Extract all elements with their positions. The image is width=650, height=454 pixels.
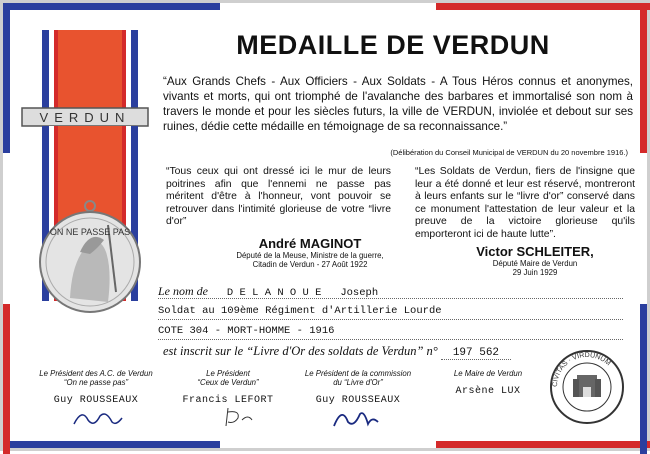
verdun-seal-stamp xyxy=(549,349,625,425)
tricolor-border-left xyxy=(3,3,10,454)
signer-role-sub: “On ne passe pas” xyxy=(63,378,129,387)
tricolor-border-top xyxy=(3,3,650,10)
battle-place: COTE 304 - MORT-HOMME - 1916 xyxy=(158,325,335,337)
signer-role-sub: “Ceux de Verdun” xyxy=(197,378,259,387)
schleiter-date: 29 Juin 1929 xyxy=(512,268,558,277)
unit-dotted-line xyxy=(158,319,623,320)
place-dotted-line xyxy=(158,339,623,340)
name-row xyxy=(158,284,378,299)
name-dotted-line xyxy=(158,298,623,299)
handwritten-signature xyxy=(328,406,388,430)
handwritten-signature xyxy=(198,406,258,430)
registry-number: 197 562 xyxy=(441,347,511,360)
signature-block-3 xyxy=(293,369,423,435)
soldier-unit: Soldat au 109ème Régiment d'Artillerie Lourde xyxy=(158,305,442,317)
le-nom-label: Le nom de xyxy=(158,284,208,298)
signer-role-sub: du “Livre d'Or” xyxy=(333,378,383,387)
schleiter-name: Victor SCHLEITER, xyxy=(476,244,594,259)
signature-block-1 xyxy=(31,369,161,435)
signature-block-2 xyxy=(168,369,288,435)
signer-name: Guy ROUSSEAUX xyxy=(53,395,139,406)
maginot-title: Député de la Meuse, Ministre de la guerre, xyxy=(236,251,384,260)
certificate-title: MEDAILLE DE VERDUN xyxy=(236,30,550,60)
medal-motto: ON NE PASSE PAS xyxy=(49,227,131,237)
tricolor-border-bottom xyxy=(3,441,650,448)
soldier-name: D E L A N O U E Joseph xyxy=(226,287,379,299)
signer-name: Arsène LUX xyxy=(455,386,521,397)
medal-bar-text: VERDUN xyxy=(39,110,131,125)
schleiter-quote: “Les Soldats de Verdun, fiers de l'insigne que leur a été donné et leur est réservé, montreront à leurs enfants sur le “livre d'or” conservé dans ce monument l'attestation de leur valeur et la preuve de la victoire glorieuse qu'ils emporteront ici de haute lutte”. xyxy=(415,166,635,240)
signer-role: Le Maire de Verdun xyxy=(453,369,523,378)
tricolor-border-right xyxy=(640,3,647,454)
signer-name: Guy ROUSSEAUX xyxy=(315,395,401,406)
signer-role: Le Président xyxy=(206,369,250,378)
schleiter-title: Député Maire de Verdun xyxy=(492,259,578,268)
signer-role: Le Président de la commission xyxy=(304,369,412,378)
signer-name: Francis LEFORT xyxy=(182,395,274,406)
maginot-quote: “Tous ceux qui ont dressé ici le mur de leurs poitrines afin que l'ennemi ne passe pas méritent d'être à l'honneur, vont pouvoir se retrouver dans l'intimité glorieuse de votre “livre d'or” xyxy=(166,166,391,228)
maginot-name: André MAGINOT xyxy=(258,236,362,251)
place-row xyxy=(158,325,334,337)
signature-block-4 xyxy=(433,369,543,397)
signer-role: Le Président des A.C. de Verdun xyxy=(39,369,153,378)
inscription-line xyxy=(163,344,511,360)
unit-row xyxy=(158,305,442,317)
deliberation-note: (Délibération du Conseil Municipal de VERDUN du 20 novembre 1916.) xyxy=(390,148,628,157)
seal-legend: CIVITAS · VIRDUNUM xyxy=(551,351,612,388)
handwritten-signature xyxy=(66,406,126,430)
inscrit-label: est inscrit sur le “Livre d'Or des soldats de Verdun” n° xyxy=(163,344,438,358)
maginot-attribution xyxy=(225,236,395,269)
schleiter-attribution xyxy=(455,244,615,277)
maginot-date: Citadin de Verdun - 27 Août 1922 xyxy=(252,260,368,269)
dedication-paragraph: “Aux Grands Chefs - Aux Officiers - Aux Soldats - A Tous Héros connus et anonymes, vivants et morts, qui ont triomphé de l'avalanche des barbares et immortalisé son nom à travers le monde et pour les siècles futurs, la ville de VERDUN, inviolée et debout sur ses ruines, dédie cette médaille en témoignage de sa reconnaissance.” xyxy=(163,75,633,133)
